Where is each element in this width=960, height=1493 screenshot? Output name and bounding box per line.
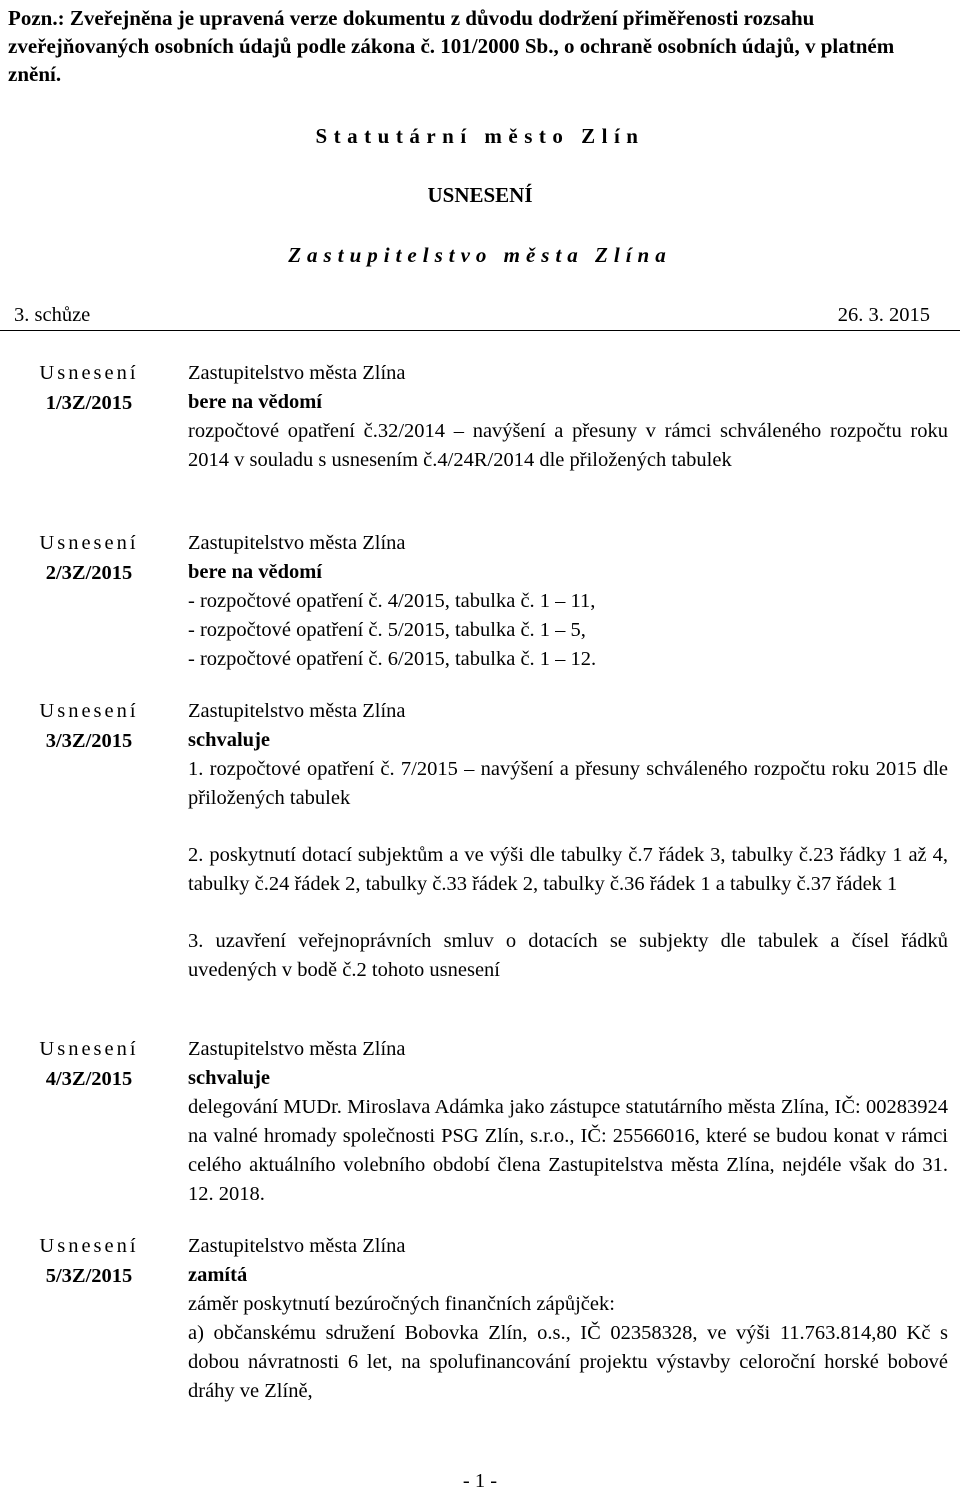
resolution-text: záměr poskytnutí bezúročných finančních zápůjček: <box>188 1293 615 1315</box>
resolution-word: Usnesení <box>39 1038 139 1060</box>
resolution-organ: Zastupitelstvo města Zlína <box>188 1038 406 1060</box>
resolution-number: 5/3Z/2015 <box>45 1265 133 1287</box>
resolution-item: - rozpočtové opatření č. 5/2015, tabulka č. 1 – 5, <box>188 619 586 641</box>
resolution-organ: Zastupitelstvo města Zlína <box>188 362 406 384</box>
resolution-word: Usnesení <box>39 700 139 722</box>
resolution-verb: schvaluje <box>188 729 270 751</box>
session-date: 26. 3. 2015 <box>837 304 930 326</box>
resolution-verb: schvaluje <box>188 1067 270 1089</box>
resolution-item: - rozpočtové opatření č. 4/2015, tabulka č. 1 – 11, <box>188 590 596 612</box>
resolution-word: Usnesení <box>39 1235 139 1257</box>
resolution-body <box>188 359 948 475</box>
page-number: - 1 - <box>462 1470 498 1492</box>
resolution-word: Usnesení <box>39 362 139 384</box>
resolution-word: Usnesení <box>39 532 139 554</box>
session-number: 3. schůze <box>14 304 91 326</box>
header-note: Pozn.: Zveřejněna je upravená verze dokumentu z důvodu dodržení přiměřenosti rozsahu zveřejňovaných osobních údajů podle zákona č. 101/2000 Sb., o ochraně osobních údajů, v platném znění. <box>8 6 895 86</box>
resolution-point-2: 2. poskytnutí dotací subjektům a ve výši dle tabulky č.7 řádek 3, tabulky č.23 řádky 1 až 4, tabulky č.24 řádek 2, tabulky č.33 řádek 2, tabulky č.36 řádek 1 a tabulky č.37 řádek 1 <box>188 844 948 895</box>
resolution-label <box>14 1034 164 1094</box>
resolution-number: 1/3Z/2015 <box>45 392 133 414</box>
resolution-number: 4/3Z/2015 <box>45 1068 133 1090</box>
resolution-verb: bere na vědomí <box>188 391 323 413</box>
resolution-label <box>14 528 164 588</box>
resolution-organ: Zastupitelstvo města Zlína <box>188 700 406 722</box>
resolution-label <box>14 1231 164 1291</box>
resolution-point-3: 3. uzavření veřejnoprávních smluv o dotacích se subjekty dle tabulek a čísel řádků uvedených v bodě č.2 tohoto usnesení <box>188 930 948 981</box>
city-title: Statutární město Zlín <box>315 124 645 148</box>
resolution-organ: Zastupitelstvo města Zlína <box>188 532 406 554</box>
resolution-label <box>14 696 164 756</box>
resolution-body <box>188 529 948 674</box>
resolution-point-1: 1. rozpočtové opatření č. 7/2015 – navýšení a přesuny schváleného rozpočtu roku 2015 dle přiložených tabulek <box>188 758 948 809</box>
resolution-verb: zamítá <box>188 1264 248 1286</box>
resolution-body <box>188 697 948 985</box>
header-divider <box>0 330 960 331</box>
resolution-verb: bere na vědomí <box>188 561 323 583</box>
resolution-number: 2/3Z/2015 <box>45 562 133 584</box>
document-title: USNESENÍ <box>427 183 533 207</box>
council-title: Zastupitelstvo města Zlína <box>288 243 672 267</box>
resolution-item: - rozpočtové opatření č. 6/2015, tabulka č. 1 – 12. <box>188 648 597 670</box>
resolution-text: rozpočtové opatření č.32/2014 – navýšení a přesuny v rámci schváleného rozpočtu roku 2014 v souladu s usnesením č.4/24R/2014 dle přiložených tabulek <box>188 420 948 471</box>
resolution-body <box>188 1035 948 1209</box>
resolution-organ: Zastupitelstvo města Zlína <box>188 1235 406 1257</box>
resolution-label <box>14 358 164 418</box>
resolution-text: delegování MUDr. Miroslava Adámka jako zástupce statutárního města Zlína, IČ: 00283924 na valné hromady společnosti PSG Zlín, s.r.o., IČ: 25566016, které se budou konat v rámci celého aktuálního volebního období člena Zastupitelstva města Zlína, nejdéle však do 31. 12. 2018. <box>188 1096 948 1205</box>
resolution-body <box>188 1232 948 1406</box>
resolution-number: 3/3Z/2015 <box>45 730 133 752</box>
resolution-text-item-a: a) občanskému sdružení Bobovka Zlín, o.s., IČ 02358328, ve výši 11.763.814,80 Kč s dobou návratnosti 6 let, na spolufinancování projektu výstavby celoroční horské bobové dráhy ve Zlíně, <box>188 1322 948 1402</box>
